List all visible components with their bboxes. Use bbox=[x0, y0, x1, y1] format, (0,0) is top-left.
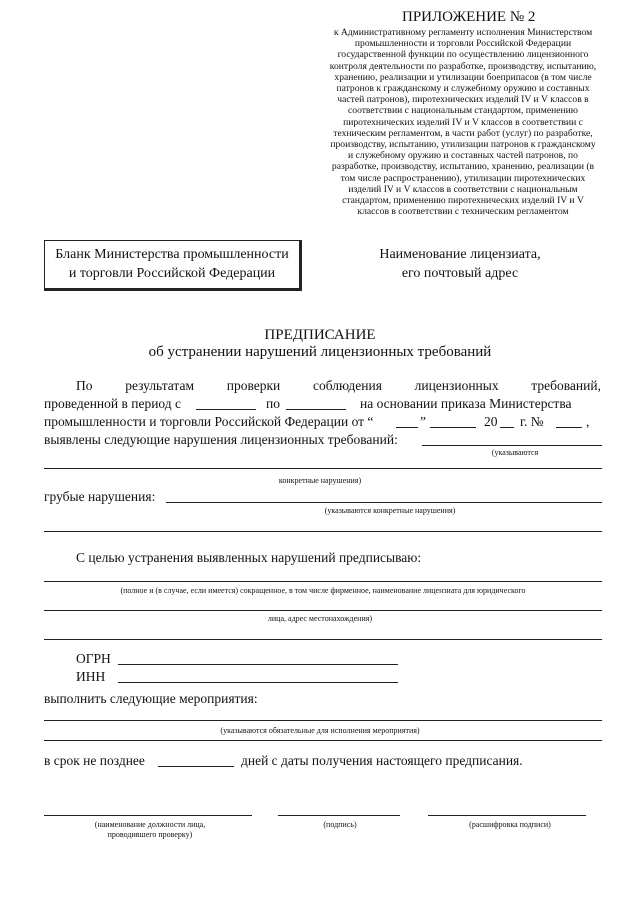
deadline-label: в срок не позднее bbox=[44, 753, 145, 768]
signature-caption: (подпись) bbox=[323, 820, 357, 829]
licensee-name-field-3[interactable] bbox=[44, 639, 602, 640]
measures-label: выполнить следующие мероприятия: bbox=[44, 691, 258, 706]
order-month-field[interactable] bbox=[430, 427, 476, 428]
violations-caption-1: (указываются bbox=[491, 448, 539, 457]
appendix-text: к Административному регламенту исполнения Министерством промышленности и торговли Российской Федерации государственной функции по осуществлению лицензионного контроля деятельности по разработке, производству, испытанию, хранению, реализации и утилизации боеприпасов (в том числе патронов к гражданскому и служебному оружию и составных частей патронов), пиротехнических изделий IV и V классов в соответствии с национальным стандартом, применению пиротехнических изделий IV и V классов в соответствии с техническим регламентом, в части работ (услуг) по разработке, производству, испытанию, утилизации патронов к гражданскому и служебному оружию и составных частей патронов, по разработке, производству, испытанию, хранению, реализации (в том числе распространению), утилизации пиротехнических изделий IV и V классов в соответствии с национальным стандартом, применению пиротехнических изделий IV и V классов в соответствии с техническим регламентом bbox=[329, 27, 597, 218]
licensee-name-field-2[interactable] bbox=[44, 610, 602, 611]
position-field[interactable] bbox=[44, 815, 252, 816]
measures-caption: (указываются обязательные для исполнения мероприятия) bbox=[220, 726, 420, 735]
order-number-field[interactable] bbox=[556, 427, 582, 428]
gross-violations-field-2[interactable] bbox=[44, 531, 602, 532]
period-to-label: по bbox=[266, 396, 280, 411]
ogrn-label: ОГРН bbox=[76, 651, 111, 666]
document-title: ПРЕДПИСАНИЕ bbox=[264, 327, 376, 343]
order-number-label: г. № bbox=[520, 414, 544, 429]
signature-field[interactable] bbox=[278, 815, 400, 816]
order-text: С целью устранения выявленных нарушений предписываю: bbox=[76, 550, 422, 565]
gross-violations-field[interactable] bbox=[166, 502, 602, 503]
licensee-name-caption-1: (полное и (в случае, если имеется) сокращенное, в том числе фирменное, наименование лицензиата для юридического bbox=[120, 586, 526, 595]
order-year-field[interactable] bbox=[500, 427, 514, 428]
signature-decode-field[interactable] bbox=[428, 815, 586, 816]
order-date-text: промышленности и торговли Российской Федерации от “ bbox=[44, 414, 374, 429]
order-basis-text: на основании приказа Министерства bbox=[360, 396, 572, 411]
ogrn-field[interactable] bbox=[118, 664, 398, 665]
gross-violations-label: грубые нарушения: bbox=[44, 489, 156, 504]
paragraph-line-1: По результатам проверки соблюдения лицензионных требований, bbox=[76, 378, 601, 393]
licensee-name-caption-2: лица, адрес местонахождения) bbox=[267, 614, 373, 623]
inn-label: ИНН bbox=[76, 669, 106, 684]
measures-field-2[interactable] bbox=[44, 740, 602, 741]
gross-violations-caption: (указываются конкретные нарушения) bbox=[324, 506, 456, 515]
position-caption: (наименование должности лица, проводившего проверку) bbox=[94, 820, 206, 839]
measures-field[interactable] bbox=[44, 720, 602, 721]
signature-decode-caption: (расшифровка подписи) bbox=[469, 820, 551, 829]
violations-field-2[interactable] bbox=[44, 468, 602, 469]
appendix-title: ПРИЛОЖЕНИЕ № 2 bbox=[402, 9, 536, 25]
deadline-text: дней с даты получения настоящего предписания. bbox=[241, 753, 523, 768]
licensee-name-field[interactable] bbox=[44, 581, 602, 582]
period-to-field[interactable] bbox=[286, 409, 346, 410]
violations-caption-2: конкретные нарушения) bbox=[278, 476, 362, 485]
year-prefix: 20 bbox=[484, 414, 498, 429]
deadline-days-field[interactable] bbox=[158, 766, 234, 767]
paragraph-line-2: проведенной в период с bbox=[44, 396, 182, 411]
violations-label: выявлены следующие нарушения лицензионных требований: bbox=[44, 432, 398, 447]
quote-close: ” bbox=[420, 414, 426, 429]
comma: , bbox=[586, 414, 590, 429]
licensee-placeholder: Наименование лицензиата, его почтовый адрес bbox=[379, 247, 541, 281]
ministry-blank-box: Бланк Министерства промышленности и торговли Российской Федерации bbox=[44, 240, 302, 291]
order-day-field[interactable] bbox=[396, 427, 418, 428]
document-subtitle: об устранении нарушений лицензионных требований bbox=[148, 344, 492, 360]
inn-field[interactable] bbox=[118, 682, 398, 683]
violations-field-1[interactable] bbox=[422, 445, 602, 446]
period-from-field[interactable] bbox=[196, 409, 256, 410]
